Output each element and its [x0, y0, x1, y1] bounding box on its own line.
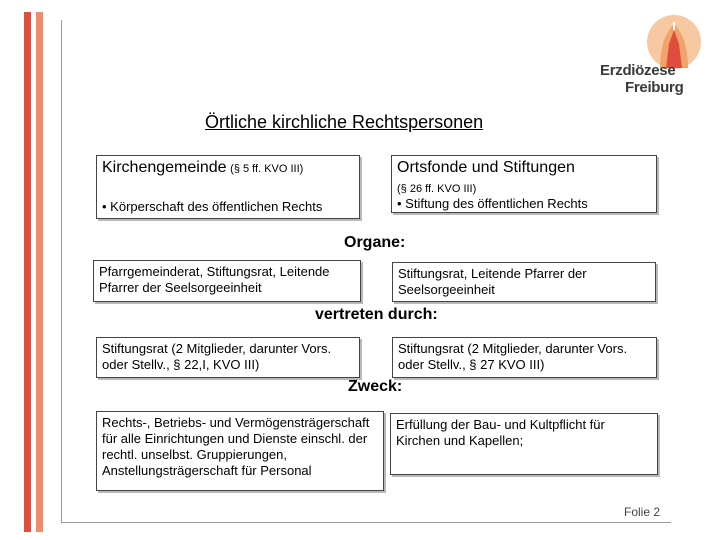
- kirchengemeinde-reference: (§ 5 ff. KVO III): [230, 163, 304, 175]
- vertreten-left-box: [96, 337, 360, 378]
- zweck-left-box: [96, 411, 384, 491]
- zweck-right-box: [390, 413, 658, 475]
- ortsfonde-bullet: • Stiftung des öffentlichen Rechts: [397, 196, 588, 211]
- organe-left-text: Pfarrgemeinderat, Stiftungsrat, Leitende Pfarrer der Seelsorgeeinheit: [99, 264, 330, 295]
- frame-vertical-line: [61, 20, 62, 522]
- vertreten-right-text: Stiftungsrat (2 Mitglieder, darunter Vors. oder Stellv., § 27 KVO III): [398, 341, 628, 372]
- ortsfonde-box: [391, 155, 657, 213]
- slide-number: Folie 2: [624, 505, 661, 519]
- kirchengemeinde-bullet: • Körperschaft des öffentlichen Rechts: [102, 199, 323, 214]
- organe-label: Organe:: [344, 234, 406, 251]
- vertreten-left-text: Stiftungsrat (2 Mitglieder, darunter Vors. oder Stellv., § 22,I, KVO III): [102, 341, 332, 372]
- zweck-label: Zweck:: [348, 378, 403, 395]
- ortsfonde-reference: (§ 26 ff. KVO III): [397, 183, 477, 195]
- accent-bar-red: [24, 12, 31, 532]
- kirchengemeinde-box: [96, 155, 360, 219]
- logo-text-line1: Erzdiözese: [600, 62, 676, 79]
- kirchengemeinde-heading: Kirchengemeinde: [102, 159, 227, 176]
- zweck-left-text: Rechts-, Betriebs- und Vermögensträgerschaft für alle Einrichtungen und Dienste einschl. der rechtl. unselbst. Gruppierungen, Anstellungsträgerschaft für Personal: [102, 415, 370, 478]
- frame-horizontal-line: [61, 522, 671, 523]
- vertreten-label: vertreten durch:: [315, 306, 438, 323]
- organe-right-text: Stiftungsrat, Leitende Pfarrer der Seelsorgeeinheit: [398, 266, 587, 297]
- organe-left-box: [93, 260, 361, 302]
- zweck-right-text: Erfüllung der Bau- und Kultpflicht für Kirchen und Kapellen;: [396, 417, 605, 448]
- organe-right-box: [392, 262, 656, 302]
- vertreten-right-box: [392, 337, 657, 378]
- accent-bar-orange: [36, 12, 43, 532]
- ortsfonde-heading: Ortsfonde und Stiftungen: [397, 159, 575, 176]
- logo-text-line2: Freiburg: [625, 79, 684, 96]
- page-title: Örtliche kirchliche Rechtspersonen: [205, 112, 484, 132]
